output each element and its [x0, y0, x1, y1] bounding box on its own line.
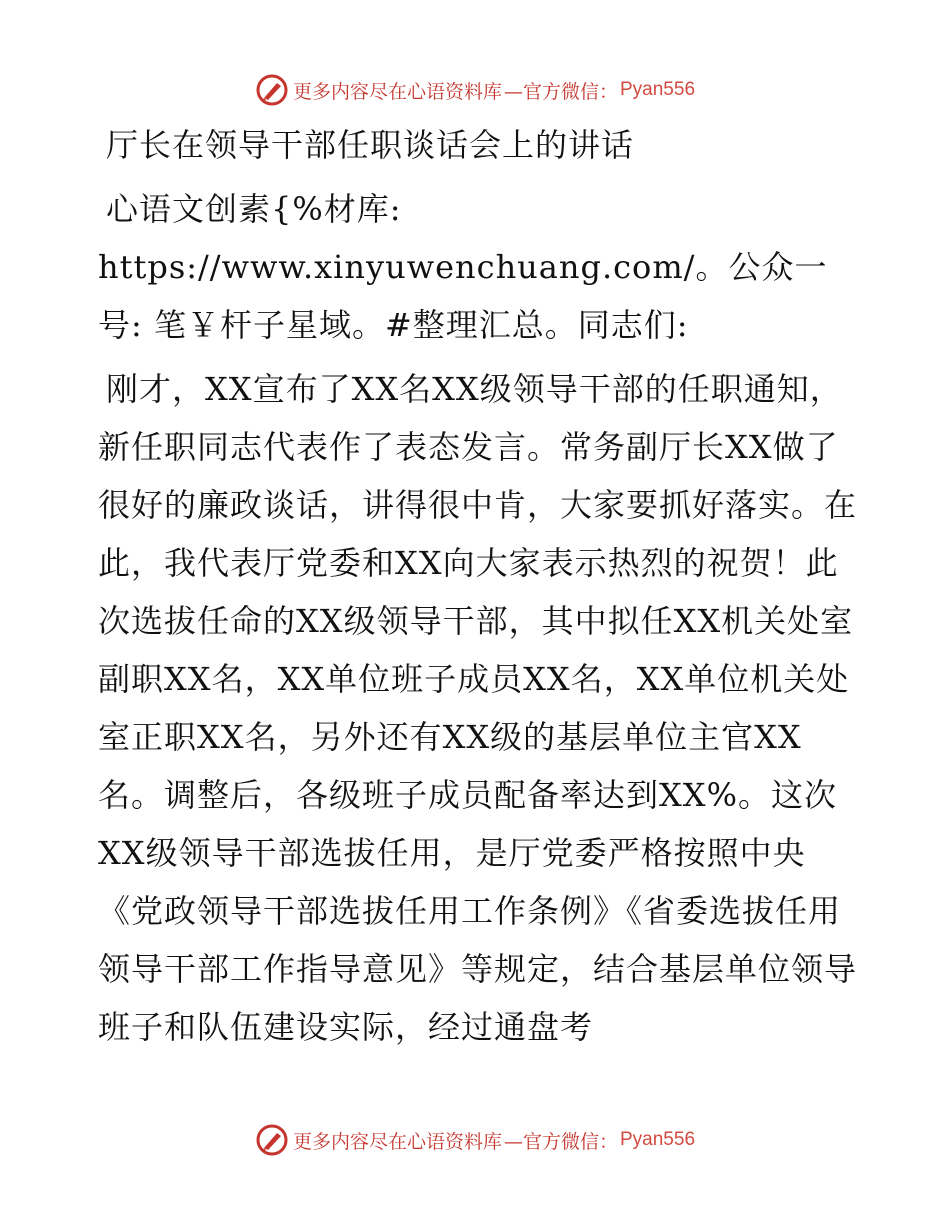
watermark-text: 更多内容尽在心语资料库 — [292, 1130, 502, 1153]
pen-logo-icon — [255, 73, 289, 107]
document-title: 厅长在领导干部任职谈话会上的讲话 — [106, 126, 635, 164]
watermark-text: 更多内容尽在心语资料库 — [292, 80, 502, 103]
watermark-handle: Pyan556 — [620, 79, 696, 100]
intro-paragraph: 心语文创素{%材库: https://www.xinyuwenchuang.com/。公众一号: 笔￥杆子星域。#整理汇总。同志们: — [98, 190, 828, 344]
watermark-banner-bottom — [0, 1120, 950, 1160]
watermark-handle: Pyan556 — [620, 1129, 696, 1150]
watermark-banner-top — [0, 70, 950, 110]
document-body — [98, 116, 863, 1056]
main-paragraph: 刚才，XX宣布了XX名XX级领导干部的任职通知，新任职同志代表作了表态发言。常务副厅长XX做了很好的廉政谈话，讲得很中肯，大家要抓好落实。在此，我代表厅党委和XX向大家表示热烈的祝贺！此次选拔任命的XX级领导干部，其中拟任XX机关处室副职XX名，XX单位班子成员XX名，XX单位机关处室正职XX名，另外还有XX级的基层单位主官XX名。调整后，各级班子成员配备率达到XX%。这次XX级领导干部选拔任用，是厅党委严格按照中央《党政领导干部选拔任用工作条例》《省委选拔任用领导干部工作指导意见》等规定，结合基层单位领导班子和队伍建设实际，经过通盘考 — [98, 370, 858, 1046]
pen-logo-icon — [255, 1123, 289, 1157]
watermark-separator: —官方微信： — [503, 1130, 618, 1153]
watermark-separator: —官方微信： — [503, 80, 618, 103]
